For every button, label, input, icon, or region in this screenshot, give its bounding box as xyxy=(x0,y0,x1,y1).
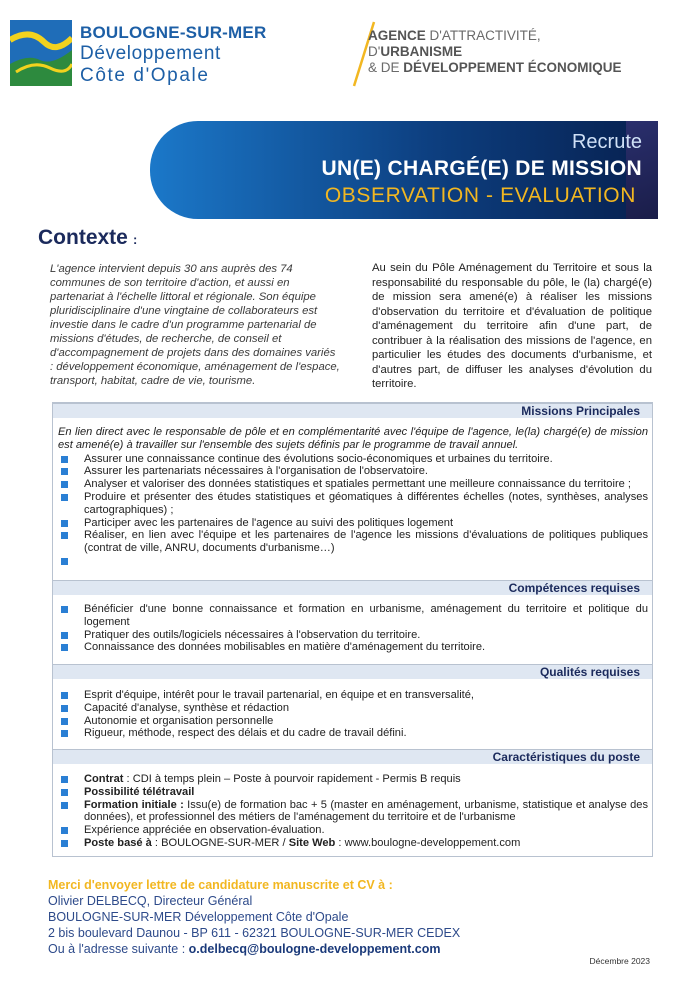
list-item xyxy=(58,641,648,654)
square-bullet-icon xyxy=(61,468,68,475)
list-item xyxy=(58,491,648,517)
list-item-formation xyxy=(58,799,648,825)
list-item xyxy=(58,727,648,740)
banner-recrute: Recrute xyxy=(571,131,642,153)
square-bullet-icon xyxy=(61,802,68,809)
logo-line-developpement: Développement xyxy=(80,43,221,64)
poste-label: Poste basé à xyxy=(84,836,152,849)
list-item-text: Analyser et valoriser des données statistiques et spatiales permettant une meilleure connaissance du territoire ; xyxy=(84,478,631,491)
section-heading-qualites: Qualités requises xyxy=(53,664,652,679)
contexte-heading: Contexte xyxy=(38,226,128,249)
list-item xyxy=(58,629,648,642)
square-bullet-icon xyxy=(61,532,68,539)
caracteristiques-list xyxy=(58,773,648,850)
application-call: Merci d'envoyer lettre de candidature manuscrite et CV à : xyxy=(48,878,393,892)
document-date: Décembre 2023 xyxy=(589,956,650,966)
section-heading-caracteristiques: Caractéristiques du poste xyxy=(53,749,652,764)
missions-section xyxy=(58,426,648,567)
agency-developpement: DÉVELOPPEMENT ÉCONOMIQUE xyxy=(403,60,622,75)
job-subtitle: OBSERVATION - EVALUATION xyxy=(324,184,636,207)
caracteristiques-section xyxy=(58,773,648,850)
list-item xyxy=(58,702,648,715)
teletravail-text: Possibilité télétravail xyxy=(84,785,195,798)
list-item-teletravail xyxy=(58,786,648,799)
list-item xyxy=(58,517,648,530)
square-bullet-icon xyxy=(61,730,68,737)
logo-line-cote-opale: Côte d'Opale xyxy=(80,65,210,86)
square-bullet-icon xyxy=(61,692,68,699)
list-item xyxy=(58,529,648,555)
contexte-colon: : xyxy=(133,232,138,247)
list-item-text: Pratiquer des outils/logiciels nécessaires à l'observation du territoire. xyxy=(84,628,421,641)
competences-section xyxy=(58,603,648,654)
list-item xyxy=(58,465,648,478)
square-bullet-icon xyxy=(61,456,68,463)
logo-emblem xyxy=(10,20,72,86)
list-item-text: Capacité d'analyse, synthèse et rédaction xyxy=(84,701,290,714)
logo-wordmark xyxy=(80,24,266,85)
list-item-text: Assurer les partenariats nécessaires à l'organisation de l'observatoire. xyxy=(84,465,429,478)
agency-d-prefix: D' xyxy=(368,44,381,59)
contrat-value: : CDI à temps plein – Poste à pourvoir rapidement - Permis B requis xyxy=(123,773,461,785)
list-item xyxy=(58,478,648,491)
qualites-list xyxy=(58,689,648,740)
contact-address: 2 bis boulevard Daunou - BP 611 - 62321 BOULOGNE-SUR-MER CEDEX xyxy=(48,926,461,940)
list-item-text: Bénéficier d'une bonne connaissance et formation en urbanisme, aménagement du territoire et politique du logement xyxy=(84,603,648,628)
site-label: Site Web xyxy=(288,836,336,849)
email-prefix: Ou à l'adresse suivante : xyxy=(48,942,189,956)
agency-urbanisme: URBANISME xyxy=(380,44,463,59)
list-item-poste xyxy=(58,837,648,850)
square-bullet-icon xyxy=(61,494,68,501)
square-bullet-icon xyxy=(61,520,68,527)
section-heading-missions: Missions Principales xyxy=(53,403,652,418)
logo-line-city: BOULOGNE-SUR-MER xyxy=(80,23,267,42)
list-item-text: Rigueur, méthode, respect des délais et du cadre de travail défini. xyxy=(84,727,407,740)
list-item-text: Connaissance des données mobilisables en matière d'aménagement du territoire. xyxy=(84,641,486,654)
contact-name: Olivier DELBECQ, Directeur Général xyxy=(48,894,253,908)
list-item-text: Assurer une connaissance continue des évolutions socio-économiques et urbaines du territoire. xyxy=(84,452,553,465)
list-item-empty xyxy=(58,555,648,567)
job-title: UN(E) CHARGÉ(E) DE MISSION xyxy=(321,157,642,180)
agency-attractivite: D'ATTRACTIVITÉ, xyxy=(425,28,541,43)
square-bullet-icon xyxy=(61,558,68,565)
list-item xyxy=(58,603,648,629)
qualites-section xyxy=(58,689,648,740)
square-bullet-icon xyxy=(61,606,68,613)
square-bullet-icon xyxy=(61,718,68,725)
list-item-text: Esprit d'équipe, intérêt pour le travail partenarial, en équipe et en transversalité, xyxy=(84,689,475,701)
agency-word: AGENCE xyxy=(368,28,426,43)
square-bullet-icon xyxy=(61,840,68,847)
list-item-text: Autonomie et organisation personnelle xyxy=(84,714,274,727)
square-bullet-icon xyxy=(61,705,68,712)
competences-list xyxy=(58,603,648,654)
poste-value: : BOULOGNE-SUR-MER / xyxy=(151,836,289,849)
contrat-label: Contrat xyxy=(84,773,124,785)
missions-intro: En lien direct avec le responsable de pôle et en complémentarité avec l'équipe de l'agence, le(la) chargé(e) de mission est amené(e) à travailler sur l'ensemble des sujets définis par le programme de travail annuel. xyxy=(58,426,648,451)
square-bullet-icon xyxy=(61,776,68,783)
list-item-experience xyxy=(58,824,648,837)
context-agency-paragraph: L'agence intervient depuis 30 ans auprès des 74 communes de son territoire d'action, et aussi en partenariat à l'échelle littoral et régionale. Son équipe pluridisciplinaire d'une vingtaine de collaborateurs est investie dans le cadre d'un programme partenarial de missions d'études, de recherche, de conseil et d'accompagnement de projets dans des domaines variés : développement économique, aménagement de l'espace, transport, habitat, cadre de vie, tourisme. xyxy=(50,263,340,387)
list-item-text: Réaliser, en lien avec l'équipe et les partenaires de l'agence les missions d'évaluations de politiques publiques (contrat de ville, ANRU, documents d'urbanisme…) xyxy=(84,529,648,555)
square-bullet-icon xyxy=(61,827,68,834)
list-item xyxy=(58,689,648,702)
context-role-paragraph: Au sein du Pôle Aménagement du Territoire et sous la responsabilité du responsable du pôle, le (la) chargé(e) de mission sera amené(e) à réaliser les missions d'observation du territoire et d'évaluation de politique d'aménagement du territoire afin d'une part, de contribuer à la réalisation des missions de l'agence, en particulier les études des documents d'urbanisme, et d'autres part, de diffuser les analyses d'évolution du territoire. xyxy=(372,262,652,390)
email-link[interactable]: o.delbecq@boulogne-developpement.com xyxy=(188,942,441,956)
list-item-contrat xyxy=(58,773,648,786)
contact-organisation: BOULOGNE-SUR-MER Développement Côte d'Opale xyxy=(48,910,349,924)
section-heading-competences: Compétences requises xyxy=(53,580,652,595)
square-bullet-icon xyxy=(61,481,68,488)
formation-label: Formation initiale : xyxy=(84,798,184,811)
agency-tagline xyxy=(368,28,622,76)
list-item-text: Participer avec les partenaires de l'agence au suivi des politiques logement xyxy=(84,516,454,529)
square-bullet-icon xyxy=(61,632,68,639)
square-bullet-icon xyxy=(61,789,68,796)
list-item xyxy=(58,715,648,728)
list-item-text: Produire et présenter des études statistiques et géomatiques à différentes échelles (notes, synthèses, analyses cartographiques) ; xyxy=(84,490,648,516)
square-bullet-icon xyxy=(61,644,68,651)
agency-de-prefix: & DE xyxy=(368,60,404,75)
experience-text: Expérience appréciée en observation-évaluation. xyxy=(84,824,325,837)
formation-value: Issu(e) de formation bac + 5 (master en aménagement, urbanisme, statistique et analyse des données), et professionnel des métiers de l'aménagement du territoire et de l'urbanisme xyxy=(84,798,648,824)
contact-email-line xyxy=(48,942,440,956)
list-item xyxy=(58,453,648,466)
site-value: : www.boulogne-developpement.com xyxy=(335,836,521,849)
missions-list xyxy=(58,453,648,567)
